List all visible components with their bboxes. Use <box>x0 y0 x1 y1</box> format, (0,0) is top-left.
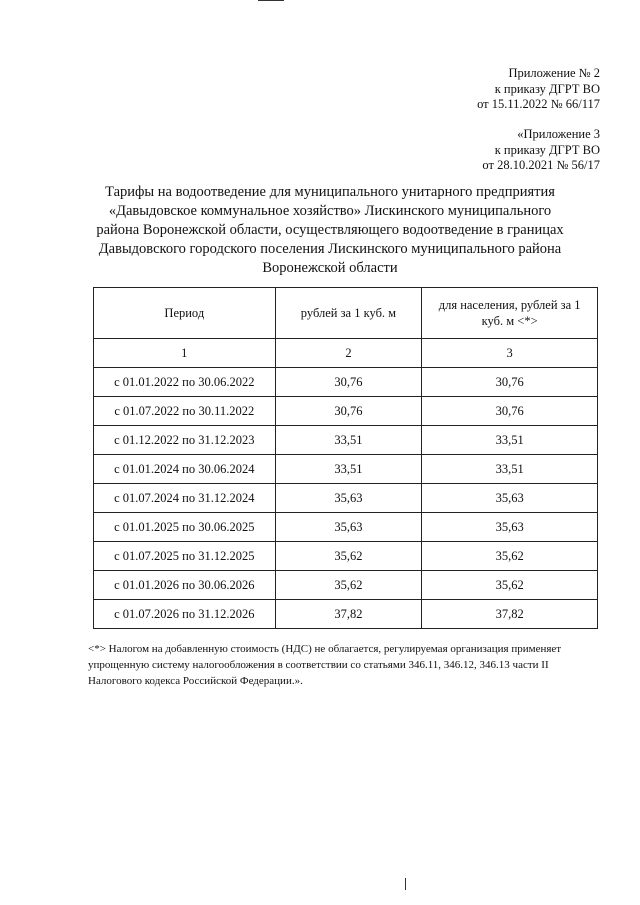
title-line-1: Тарифы на водоотведение для муниципального унитарного предприятия <box>105 184 555 200</box>
population-rate-cell: 37,82 <box>422 600 598 629</box>
population-rate-cell: 35,63 <box>422 513 598 542</box>
column-number: 2 <box>275 339 422 368</box>
appendix-2-line-2: к приказу ДГРТ ВО <box>494 81 600 96</box>
period-cell: с 01.07.2024 по 31.12.2024 <box>94 484 276 513</box>
population-rate-cell: 35,62 <box>422 542 598 571</box>
rate-cell: 35,62 <box>275 542 422 571</box>
period-cell: с 01.01.2025 по 30.06.2025 <box>94 513 276 542</box>
table-row <box>94 397 598 426</box>
population-rate-cell: 30,76 <box>422 368 598 397</box>
appendix-2-line-3: от 15.11.2022 № 66/117 <box>477 97 600 111</box>
title-line-2: «Давыдовское коммунальное хозяйство» Лискинского муниципального <box>108 203 552 219</box>
tariffs-table <box>93 287 598 629</box>
table-row <box>94 571 598 600</box>
title-line-5: Воронежской области <box>262 260 398 276</box>
period-cell: с 01.07.2026 по 31.12.2026 <box>94 600 276 629</box>
rate-cell: 35,63 <box>275 513 422 542</box>
period-cell: с 01.01.2024 по 30.06.2024 <box>94 455 276 484</box>
period-cell: с 01.12.2022 по 31.12.2023 <box>94 426 276 455</box>
appendix-3-line-2: к приказу ДГРТ ВО <box>494 142 600 157</box>
population-rate-cell: 35,63 <box>422 484 598 513</box>
table-row <box>94 484 598 513</box>
footnote-line-1: <*> Налогом на добавленную стоимость (НДС) не облагается, регулируемая организация применяет <box>88 643 562 655</box>
population-rate-cell: 30,76 <box>422 397 598 426</box>
title-line-3: района Воронежской области, осуществляющего водоотведение в границах <box>96 222 564 238</box>
rate-cell: 35,62 <box>275 571 422 600</box>
period-cell: с 01.01.2026 по 30.06.2026 <box>94 571 276 600</box>
rate-cell: 37,82 <box>275 600 422 629</box>
period-cell: с 01.01.2022 по 30.06.2022 <box>94 368 276 397</box>
footnote-line-3: Налогового кодекса Российской Федерации.». <box>88 675 303 687</box>
rate-cell: 30,76 <box>275 368 422 397</box>
column-number-row <box>94 339 598 368</box>
table-row <box>94 600 598 629</box>
scan-artifact-bottom <box>405 878 406 890</box>
appendix-2-line-1: Приложение № 2 <box>508 66 600 80</box>
population-rate-cell: 33,51 <box>422 426 598 455</box>
header-population-rate: для населения, рублей за 1 куб. м <*> <box>422 288 598 339</box>
footnote-line-2: упрощенную систему налогообложения в соответствии со статьями 346.11, 346.12, 346.13 части II <box>88 659 549 671</box>
title-line-4: Давыдовского городского поселения Лискинского муниципального района <box>98 241 562 257</box>
header-rate: рублей за 1 куб. м <box>275 288 422 339</box>
table-row <box>94 368 598 397</box>
rate-cell: 30,76 <box>275 397 422 426</box>
population-rate-cell: 35,62 <box>422 571 598 600</box>
appendix-3-header <box>482 127 600 174</box>
table-row <box>94 513 598 542</box>
appendix-2-header <box>477 66 600 113</box>
table-row <box>94 455 598 484</box>
document-title <box>80 183 580 278</box>
table-row <box>94 426 598 455</box>
header-period: Период <box>94 288 276 339</box>
population-rate-cell: 33,51 <box>422 455 598 484</box>
period-cell: с 01.07.2022 по 30.11.2022 <box>94 397 276 426</box>
appendix-3-line-1: «Приложение 3 <box>517 127 600 141</box>
table-header-row <box>94 288 598 339</box>
scan-artifact-top <box>258 0 284 1</box>
rate-cell: 33,51 <box>275 426 422 455</box>
column-number: 1 <box>94 339 276 368</box>
period-cell: с 01.07.2025 по 31.12.2025 <box>94 542 276 571</box>
rate-cell: 35,63 <box>275 484 422 513</box>
column-number: 3 <box>422 339 598 368</box>
rate-cell: 33,51 <box>275 455 422 484</box>
table-row <box>94 542 598 571</box>
appendix-3-line-3: от 28.10.2021 № 56/17 <box>482 158 600 172</box>
vat-footnote <box>88 641 608 689</box>
